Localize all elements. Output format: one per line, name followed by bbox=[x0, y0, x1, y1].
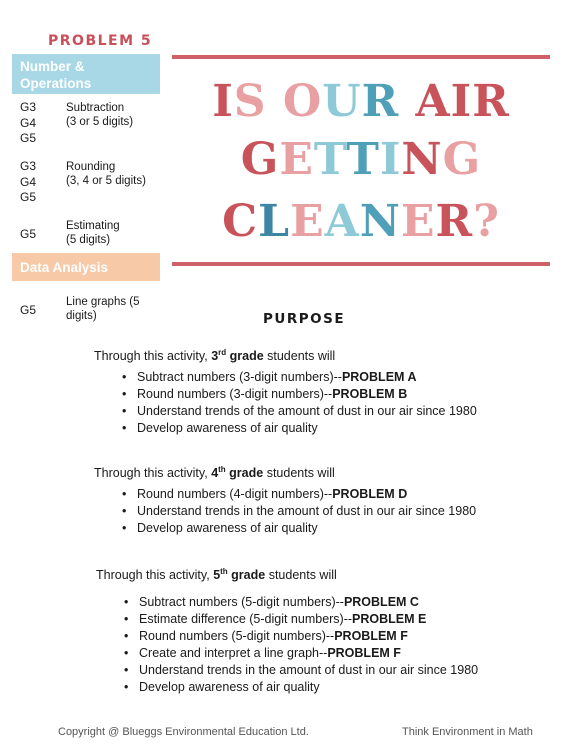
skill-label bbox=[66, 101, 133, 129]
title-letter: L bbox=[258, 196, 291, 247]
title-letter: O bbox=[282, 76, 323, 127]
grade-4-goals bbox=[122, 486, 476, 537]
grade-list bbox=[20, 100, 36, 147]
skill-line: Subtraction bbox=[66, 102, 125, 114]
goal-item bbox=[124, 628, 478, 645]
ordinal-suffix: th bbox=[218, 465, 226, 474]
title-letter: T bbox=[313, 134, 347, 185]
problem-reference: PROBLEM A bbox=[341, 370, 417, 384]
title-line-1 bbox=[172, 73, 550, 131]
skill-line: digits) bbox=[66, 310, 97, 322]
goal-text: Round numbers (4-digit numbers)-- bbox=[137, 487, 333, 501]
intro-text: students will bbox=[263, 466, 335, 481]
skill-line: (3, 4 or 5 digits) bbox=[66, 175, 146, 187]
title-letter: C bbox=[222, 196, 259, 247]
problem-reference: PROBLEM D bbox=[332, 487, 408, 501]
goal-item bbox=[122, 403, 477, 420]
grade-label: G5 bbox=[20, 303, 37, 317]
grade-label: G3 bbox=[20, 159, 37, 173]
problem-reference: PROBLEM E bbox=[352, 612, 427, 626]
title-letter: N bbox=[359, 196, 401, 247]
goal-text: Create and interpret a line graph-- bbox=[139, 646, 328, 660]
goal-text: Subtract numbers (3-digit numbers)-- bbox=[137, 370, 342, 384]
skill-line: (5 digits) bbox=[66, 234, 111, 246]
title-letter: E bbox=[400, 196, 436, 247]
intro-text: students will bbox=[265, 568, 337, 583]
goal-item bbox=[124, 662, 478, 679]
grade-list bbox=[20, 227, 36, 243]
grade-label: G5 bbox=[20, 131, 37, 145]
title-letter: A bbox=[324, 196, 360, 247]
grade-number: 4 bbox=[211, 466, 219, 481]
title-letter: T bbox=[346, 134, 380, 185]
intro-text: Through this activity, bbox=[94, 349, 212, 364]
grade-list bbox=[20, 303, 36, 319]
intro-text: students will bbox=[263, 349, 336, 364]
grade-word: grade bbox=[227, 568, 266, 583]
goal-text: Round numbers (5-digit numbers)-- bbox=[139, 629, 335, 643]
title-letter bbox=[267, 76, 283, 127]
problem-number-label: PROBLEM 5 bbox=[48, 33, 153, 49]
goal-text: Estimate difference (5-digit numbers)-- bbox=[139, 612, 353, 626]
goal-item bbox=[122, 369, 477, 386]
goal-item bbox=[122, 386, 477, 403]
intro-text: Through this activity, bbox=[94, 466, 212, 481]
title-letter: G bbox=[240, 134, 280, 185]
data-analysis-heading: Data Analysis bbox=[12, 253, 160, 281]
title-line-3 bbox=[172, 193, 550, 251]
title-letter: U bbox=[322, 76, 362, 127]
grade-label: G4 bbox=[20, 115, 37, 130]
skill-label bbox=[66, 160, 146, 188]
title-letter: R bbox=[361, 76, 400, 127]
heading-line: Operations bbox=[20, 76, 92, 91]
grade-3-goals bbox=[122, 369, 477, 437]
footer-tagline: Think Environment in Math bbox=[402, 726, 533, 738]
grade-label: G5 bbox=[20, 227, 37, 241]
problem-reference: PROBLEM F bbox=[334, 629, 408, 643]
goal-item bbox=[122, 420, 477, 437]
title-letter: E bbox=[290, 196, 325, 247]
skill-line: Rounding bbox=[66, 161, 116, 173]
heading-line: Number & bbox=[20, 59, 85, 74]
number-operations-heading bbox=[12, 54, 160, 94]
grade-label: G3 bbox=[20, 100, 37, 114]
title-letter: A bbox=[415, 76, 451, 127]
title-letter: I bbox=[212, 76, 234, 127]
title-letter: N bbox=[401, 134, 443, 185]
title-letter: E bbox=[279, 134, 314, 185]
goal-text: Understand trends in the amount of dust in our air since 1980 bbox=[139, 663, 479, 677]
grade-label: G5 bbox=[20, 190, 37, 204]
grade-number: 3 bbox=[211, 349, 219, 364]
problem-reference: PROBLEM F bbox=[327, 646, 401, 660]
goal-item bbox=[122, 486, 476, 503]
goal-item bbox=[122, 503, 476, 520]
purpose-heading: PURPOSE bbox=[263, 311, 346, 327]
goal-text: Understand trends in the amount of dust in our air since 1980 bbox=[137, 504, 477, 518]
title-letter: I bbox=[379, 134, 402, 185]
ordinal-suffix: rd bbox=[218, 348, 227, 357]
skill-label bbox=[66, 295, 140, 323]
intro-text: Through this activity, bbox=[96, 568, 214, 583]
goal-item bbox=[124, 594, 478, 611]
grade-number: 5 bbox=[213, 568, 221, 583]
title-line-2 bbox=[172, 131, 550, 189]
title-letter: G bbox=[442, 134, 482, 185]
goal-item bbox=[124, 679, 478, 696]
title-letter: ? bbox=[473, 196, 500, 247]
goal-text: Subtract numbers (5-digit numbers)-- bbox=[139, 595, 344, 609]
footer-copyright: Copyright @ Blueggs Environmental Education Ltd. bbox=[58, 726, 309, 738]
grade-3-intro bbox=[94, 348, 335, 363]
grade-word: grade bbox=[226, 349, 264, 364]
skill-line: Estimating bbox=[66, 220, 120, 232]
skill-line: Line graphs (5 bbox=[66, 296, 140, 308]
grade-label: G4 bbox=[20, 174, 37, 189]
goal-text: Develop awareness of air quality bbox=[139, 680, 320, 694]
grade-list bbox=[20, 159, 36, 206]
grade-5-goals bbox=[124, 594, 478, 696]
grade-4-intro bbox=[94, 465, 335, 480]
ordinal-suffix: th bbox=[220, 567, 228, 576]
title-top-rule bbox=[172, 55, 550, 59]
goal-text: Understand trends of the amount of dust in our air since 1980 bbox=[137, 404, 477, 418]
goal-text: Develop awareness of air quality bbox=[137, 421, 318, 435]
goal-text: Round numbers (3-digit numbers)-- bbox=[137, 387, 333, 401]
grade-word: grade bbox=[225, 466, 264, 481]
problem-reference: PROBLEM B bbox=[332, 387, 408, 401]
title-bottom-rule bbox=[172, 262, 550, 266]
skill-line: (3 or 5 digits) bbox=[66, 116, 134, 128]
title-letter: R bbox=[472, 76, 510, 127]
title-letter bbox=[399, 76, 415, 127]
goal-item bbox=[124, 645, 478, 662]
title-letter: I bbox=[450, 76, 473, 127]
title-letter: R bbox=[435, 196, 474, 247]
grade-5-intro bbox=[96, 567, 337, 582]
goal-text: Develop awareness of air quality bbox=[137, 521, 318, 535]
goal-item bbox=[122, 520, 476, 537]
title-letter: S bbox=[233, 76, 267, 127]
skill-label bbox=[66, 219, 120, 247]
problem-reference: PROBLEM C bbox=[343, 595, 419, 609]
goal-item bbox=[124, 611, 478, 628]
